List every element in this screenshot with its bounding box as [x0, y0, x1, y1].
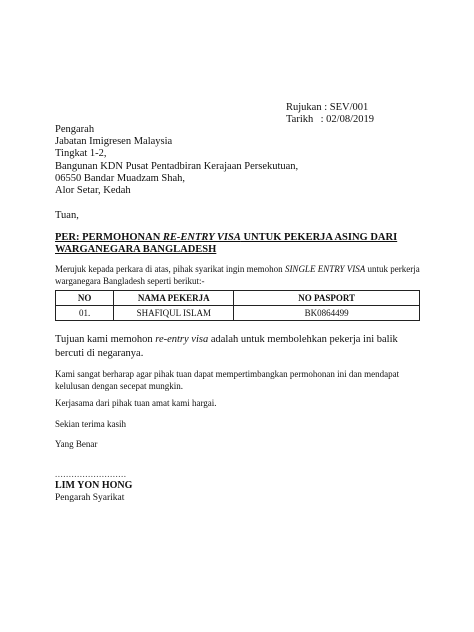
salutation: Tuan, [55, 210, 79, 221]
header-passport: NO PASPORT [234, 291, 420, 306]
cooperation-line: Kerjasama dari pihak tuan amat kami hargai. [55, 398, 217, 408]
address-line: Bangunan KDN Pusat Pentadbiran Kerajaan Persekutuan, [55, 160, 299, 172]
hope-paragraph: Kami sangat berharap agar pihak tuan dapat mempertimbangkan permohonan ini dan mendapat kelulusan dengan secepat mungkin. [55, 369, 400, 391]
purpose-italic: re-entry visa [155, 334, 209, 345]
table-row [56, 306, 420, 321]
header-name: NAMA PEKERJA [114, 291, 234, 306]
intro-paragraph [55, 263, 420, 287]
purpose-after: adalah untuk membolehkan pekerja ini balik bercuti di negaranya. [55, 334, 398, 359]
address-line: Tingkat 1-2, [55, 148, 107, 160]
reference-label: Rujukan : [286, 102, 328, 113]
cell-passport: BK0864499 [234, 306, 420, 321]
subject-italic: RE-ENTRY VISA [162, 232, 241, 243]
address-line: 06550 Bandar Muadzam Shah, [55, 172, 186, 184]
thanks-line: Sekian terima kasih [55, 419, 126, 429]
date-value: : 02/08/2019 [320, 114, 375, 125]
signature-line: .......................... [55, 469, 127, 479]
subject-prefix: PER: PERMOHONAN [55, 232, 163, 243]
worker-table [55, 290, 420, 321]
reference-value: SEV/001 [329, 102, 369, 113]
purpose-before: Tujuan kami memohon [55, 334, 156, 345]
recipient-address [55, 124, 298, 197]
address-line: Alor Setar, Kedah [55, 185, 131, 197]
table-header-row [56, 291, 420, 306]
signer-name: LIM YON HONG [55, 480, 133, 491]
date-label: Tarikh [286, 114, 314, 125]
reference-date [286, 113, 374, 126]
closing-line: Yang Benar [55, 439, 98, 449]
purpose-paragraph [55, 333, 420, 360]
intro-italic: SINGLE ENTRY VISA [284, 264, 366, 274]
address-line: Pengarah [55, 124, 95, 135]
intro-after: untuk perkerja warganegara Bangladesh seperti berikut:- [55, 264, 420, 286]
subject-line [55, 232, 425, 256]
header-no: NO [56, 291, 114, 306]
intro-before: Merujuk kepada perkara di atas, pihak syarikat ingin memohon [55, 264, 285, 274]
cell-name: SHAFIQUL ISLAM [114, 306, 234, 321]
signer-title: Pengarah Syarikat [55, 493, 125, 503]
subject-suffix: UNTUK PEKERJA ASING DARI WARGANEGARA BANGLADESH [55, 232, 398, 255]
cell-no: 01. [56, 306, 114, 321]
address-line: Jabatan Imigresen Malaysia [55, 136, 173, 148]
